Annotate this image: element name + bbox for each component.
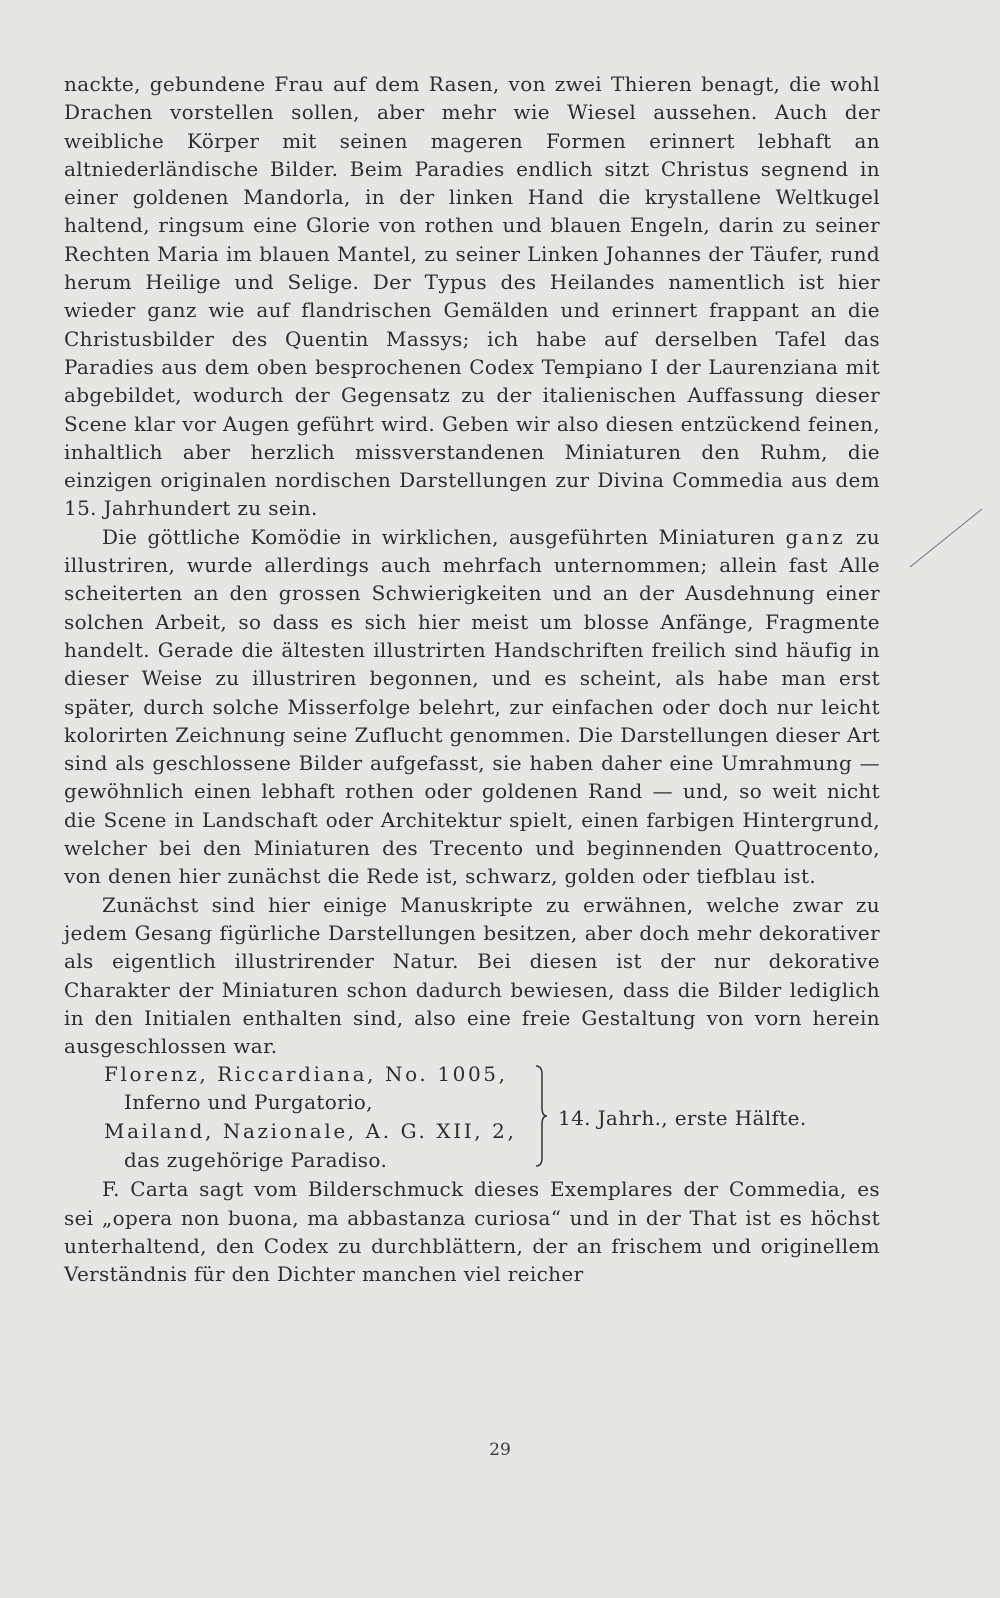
manuscript-listing [64, 1060, 880, 1175]
paragraph-2-body: zu illustriren, wurde allerdings auch mehrfach unternommen; allein fast Alle scheiterten an den grossen Schwierigkeiten und an der Ausdehnung einer solchen Arbeit, so dass es sich hier meist um blosse Anfänge, Fragmente handelt. Gerade die ältesten illustrirten Handschriften freilich sind häufig in dieser Weise zu illustriren begonnen, und es scheint, als habe man erst später, durch solche Misserfolge belehrt, zur einfachen oder doch nur leicht kolorirten Zeichnung seine Zuflucht genommen. Die Darstellungen dieser Art sind als geschlossene Bilder aufgefasst, sie haben daher eine Umrahmung — gewöhnlich einen lebhaft rothen oder goldenen Rand — und, so weit nicht die Scene in Landschaft oder Architektur spielt, einen farbigen Hintergrund, welcher bei den Miniaturen des Trecento und beginnenden Quattrocento, von denen hier zunächst die Rede ist, schwarz, golden oder tiefblau ist. [64, 524, 880, 889]
paragraph-2 [64, 523, 880, 891]
pencil-mark [906, 505, 986, 575]
listing-line-florenz: Florenz, Riccardiana, No. 1005, [104, 1062, 508, 1087]
listing-line-mailand: Mailand, Nazionale, A. G. XII, 2, [104, 1119, 517, 1144]
paragraph-2-lead: Die göttliche Komödie in wirklichen, ausgeführten Miniaturen [102, 524, 776, 549]
page-number: 29 [489, 1440, 511, 1460]
listing-line-paradiso: das zugehörige Paradiso. [124, 1148, 388, 1173]
listing-date: 14. Jahrh., erste Hälfte. [558, 1106, 807, 1131]
paragraph-1: nackte, gebundene Frau auf dem Rasen, von zwei Thieren benagt, die wohl Drachen vorstellen sollen, aber mehr wie Wiesel aussehen. Auch der weibliche Körper mit seinen mageren Formen erinnert lebhaft an altniederländische Bilder. Beim Paradies endlich sitzt Christus segnend in einer goldenen Mandorla, in der linken Hand die krystallene Weltkugel haltend, ringsum eine Glorie von rothen und blauen Engeln, darin zu seiner Rechten Maria im blauen Mantel, zu seiner Linken Johannes der Täufer, rund herum Heilige und Selige. Der Typus des Heilandes namentlich ist hier wieder ganz wie auf flandrischen Gemälden und erinnert frappant an die Christusbilder des Quentin Massys; ich habe auf derselben Tafel das Paradies aus dem oben besprochenen Codex Tempiano I der Laurenziana mit abgebildet, wodurch der Gegensatz zu der italienischen Auffassung dieser Scene klar vor Augen geführt wird. Geben wir also diesen entzückend feinen, inhaltlich aber herzlich missverstandenen Miniaturen den Ruhm, die einzigen originalen nordischen Darstellungen zur Divina Commedia aus dem 15. Jahrhundert zu sein. [64, 72, 880, 521]
listing-line-inferno: Inferno und Purgatorio, [124, 1090, 373, 1115]
curly-brace-icon [534, 1064, 548, 1168]
paragraph-3: Zunächst sind hier einige Manuskripte zu erwähnen, welche zwar zu jedem Gesang figürliche Darstellungen besitzen, aber doch mehr dekorativer als eigentlich illustrirender Natur. Bei diesen ist der nur dekorative Charakter der Miniaturen schon dadurch bewiesen, dass die Bilder lediglich in den Initialen enthalten sind, also eine freie Gestaltung von vorn herein ausgeschlossen war. [64, 892, 880, 1059]
emphasis-ganz: ganz [785, 524, 846, 549]
text-block [64, 70, 880, 1289]
paragraph-4: F. Carta sagt vom Bilderschmuck dieses Exemplares der Commedia, es sei „opera non buona, ma abbastanza curiosa“ und in der That ist es höchst unterhaltend, den Codex zu durchblättern, der an frischem und originellem Verständnis für den Dichter manchen viel reicher [64, 1177, 880, 1287]
